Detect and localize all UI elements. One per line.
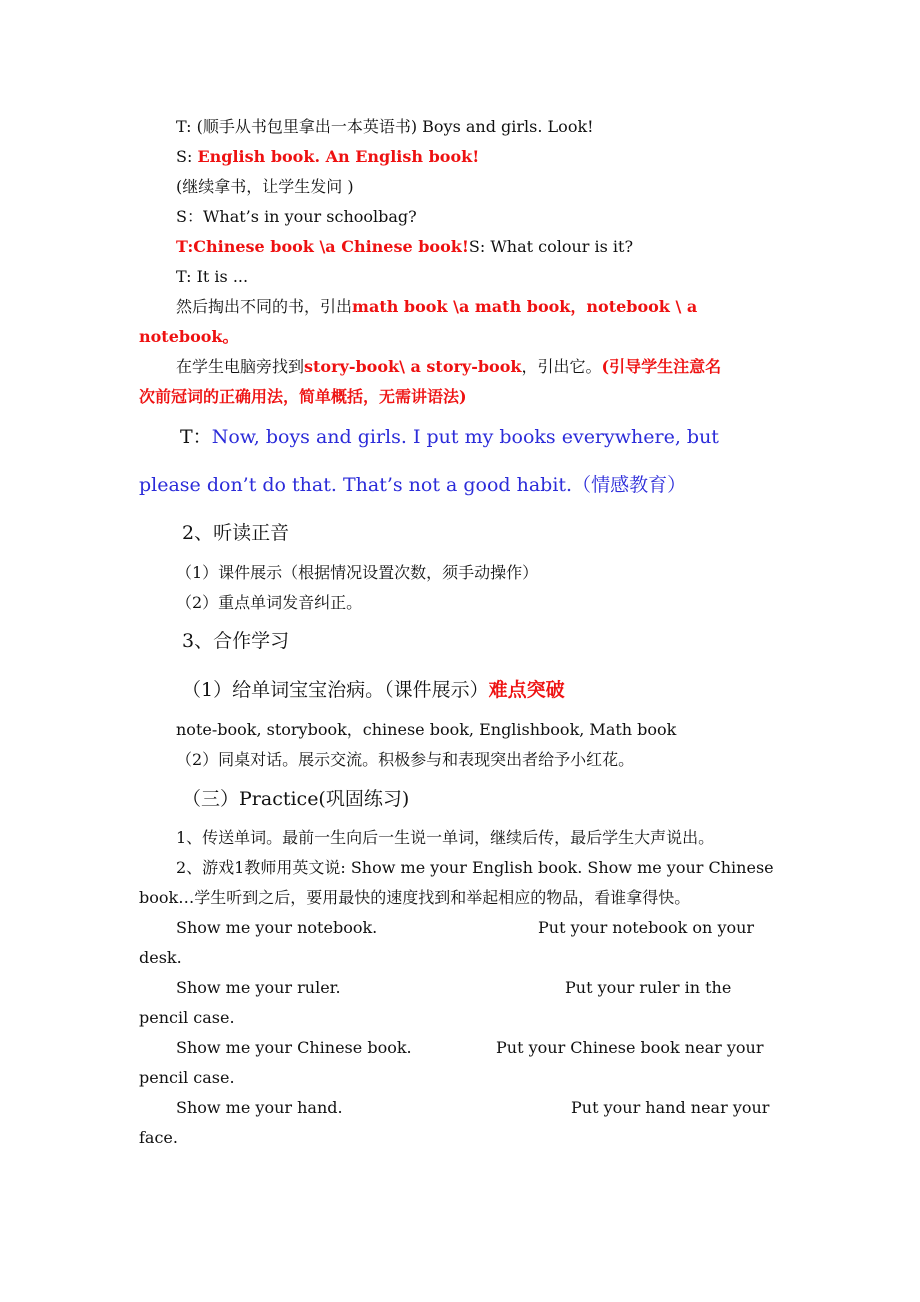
storybook-note-cont [139,386,467,408]
section-heading-3: 3、合作学习 [182,630,290,652]
teacher-habit-blue: Now, boys and girls. I put my books everywhere, but [211,426,719,448]
command-left-4: Show me your hand. [176,1098,343,1117]
student-line-1 [176,146,479,168]
command-cont-2: pencil case. [139,1008,235,1027]
command-cont-1: desk. [139,948,182,967]
command-right-4: Put your hand near your [571,1098,770,1117]
teacher-line-2-red: T:Chinese book \a Chinese book! [176,237,469,256]
storybook-line [176,356,721,378]
books-line [176,296,697,318]
books-line-red: math book \a math book，notebook \ a [352,297,698,316]
student-answer-red: English book. An English book! [197,147,480,166]
storybook-note-red: (引导学生注意名 [601,357,722,376]
teacher-habit-cont [139,472,686,498]
student-question: S: What colour is it? [468,237,634,256]
step-2: （2）重点单词发音纠正。 [176,593,363,612]
command-cont-3: pencil case. [139,1068,235,1087]
subsection-3a [182,677,565,703]
storybook-mid: ，引出它。 [521,357,602,376]
teacher-habit-line [180,424,719,450]
word-list: note-book, storybook，chinese book, Englishbook, Math book [176,720,677,739]
command-cont-4: face. [139,1128,178,1147]
practice-2-cont: book…学生听到之后，要用最快的速度找到和举起相应的物品，看谁拿得快。 [139,888,691,907]
section-heading-practice: （三）Practice(巩固练习) [182,788,410,810]
storybook-prefix: 在学生电脑旁找到 [176,357,305,376]
command-left-1: Show me your notebook. [176,918,378,937]
student-line-2: S：What’s in your schoolbag? [176,207,417,226]
command-right-2: Put your ruler in the [565,978,732,997]
subsection-3a-red: 难点突破 [488,679,565,701]
teacher-line-3: T: It is ... [176,267,249,286]
command-right-1: Put your notebook on your [538,918,755,937]
books-line-cont [139,326,239,348]
teacher-line-2 [176,236,633,258]
step-1: （1）课件展示（根据情况设置次数，须手动操作） [176,563,539,582]
books-line-prefix: 然后掏出不同的书，引出 [176,297,353,316]
books-line-cont-red: notebook。 [139,327,239,346]
storybook-red: story-book\ a story-book [304,357,522,376]
instruction-line-1: (继续拿书，让学生发问 ) [176,177,354,196]
command-left-3: Show me your Chinese book. [176,1038,412,1057]
teacher-habit-cont-blue: please don’t do that. That’s not a good habit.（情感教育） [139,474,687,496]
student-prefix: S: [176,147,198,166]
storybook-note-cont-red: 次前冠词的正确用法，简单概括，无需讲语法) [139,387,467,406]
subsection-3a-prefix: （1）给单词宝宝治病。（课件展示） [182,679,489,701]
section-heading-2: 2、听读正音 [182,522,290,544]
command-right-3: Put your Chinese book near your [496,1038,764,1057]
teacher-habit-prefix: T： [180,426,212,448]
command-left-2: Show me your ruler. [176,978,341,997]
teacher-line-1: T: (顺手从书包里拿出一本英语书) Boys and girls. Look! [176,117,594,136]
practice-2: 2、游戏1教师用英文说: Show me your English book. Show me your Chinese [176,858,774,877]
step-3: （2）同桌对话。展示交流。积极参与和表现突出者给予小红花。 [176,750,635,769]
practice-1: 1、传送单词。最前一生向后一生说一单词，继续后传，最后学生大声说出。 [176,828,715,847]
